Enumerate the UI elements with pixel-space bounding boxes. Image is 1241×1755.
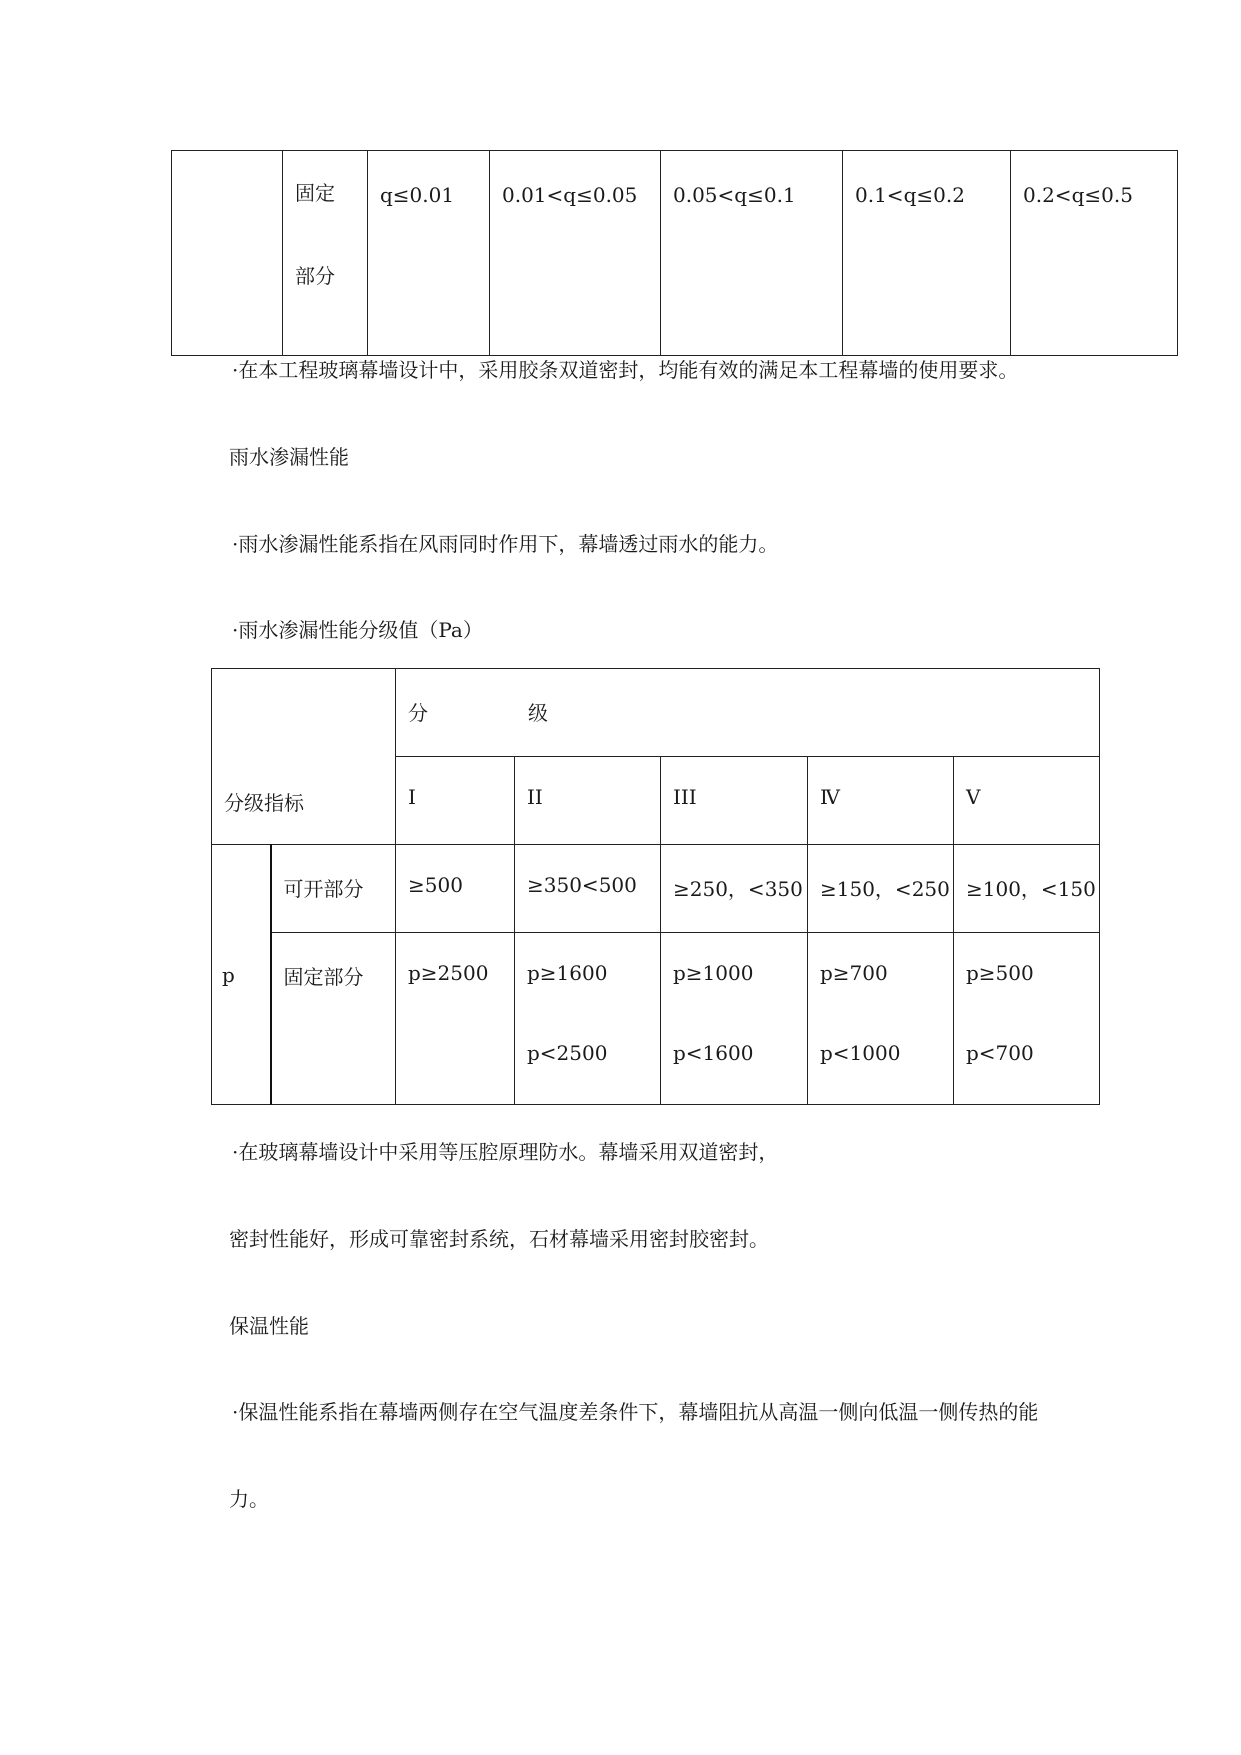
table-cell [808,933,954,1105]
air-permeability-table-continued [171,150,1178,356]
row-label [283,151,368,356]
table-row [212,933,1100,1105]
table-cell: ≥150，<250 [808,845,954,933]
grade-cell: Ⅳ [808,757,954,845]
cell-line2: p<1000 [820,1041,901,1065]
grade-header-cell: 分 级 [396,669,1100,757]
cell-line2: p<2500 [527,1041,608,1065]
row-label: 固定部分 [271,933,396,1105]
section-heading-insulation: 保温性能 [229,1314,309,1338]
table-cell: ≥500 [396,845,515,933]
table-cell: ≥100，<150 [954,845,1100,933]
section-heading-rain: 雨水渗漏性能 [229,445,349,469]
cell-line1: p≥2500 [408,961,489,985]
table-cell: q≤0.01 [368,151,490,356]
row-label: 可开部分 [271,845,396,933]
paragraph: 力。 [229,1487,269,1511]
grade-cell: V [954,757,1100,845]
table-cell [954,933,1100,1105]
cell-line1: p≥500 [966,961,1034,985]
cell-line2: p<1600 [673,1041,754,1065]
cell-line2: p<700 [966,1041,1034,1065]
grade-cell: III [661,757,808,845]
empty-cell [172,151,283,356]
cell-line1: p≥700 [820,961,888,985]
table-cell [396,933,515,1105]
cell-line1: p≥1000 [673,961,754,985]
index-label-cell: 分级指标 [212,669,396,845]
table-cell [661,933,808,1105]
table-cell: ≥250，<350 [661,845,808,933]
row-label-line2: 部分 [295,264,335,288]
table-cell: 0.1<q≤0.2 [843,151,1011,356]
paragraph: ·在本工程玻璃幕墙设计中，采用胶条双道密封，均能有效的满足本工程幕墙的使用要求。 [232,358,1019,382]
paragraph: ·在玻璃幕墙设计中采用等压腔原理防水。幕墙采用双道密封， [232,1140,779,1164]
paragraph: ·雨水渗漏性能分级值（Pa） [232,618,483,642]
paragraph: ·雨水渗漏性能系指在风雨同时作用下，幕墙透过雨水的能力。 [232,532,779,556]
cell-line1: p≥1600 [527,961,608,985]
grade-cell: I [396,757,515,845]
p-label-cell: p [212,845,271,1105]
table-cell: ≥350<500 [515,845,661,933]
table-cell: 0.01<q≤0.05 [490,151,661,356]
table-row [172,151,1178,356]
table-row [212,845,1100,933]
row-label-line1: 固定 [295,181,335,205]
paragraph: ·保温性能系指在幕墙两侧存在空气温度差条件下，幕墙阻抗从高温一侧向低温一侧传热的能 [232,1400,1039,1424]
rain-leakage-grade-table [211,668,1100,1105]
table-row [212,669,1100,757]
table-cell: 0.2<q≤0.5 [1011,151,1178,356]
table-cell [515,933,661,1105]
paragraph: 密封性能好，形成可靠密封系统，石材幕墙采用密封胶密封。 [229,1227,769,1251]
table-cell: 0.05<q≤0.1 [661,151,843,356]
grade-cell: II [515,757,661,845]
